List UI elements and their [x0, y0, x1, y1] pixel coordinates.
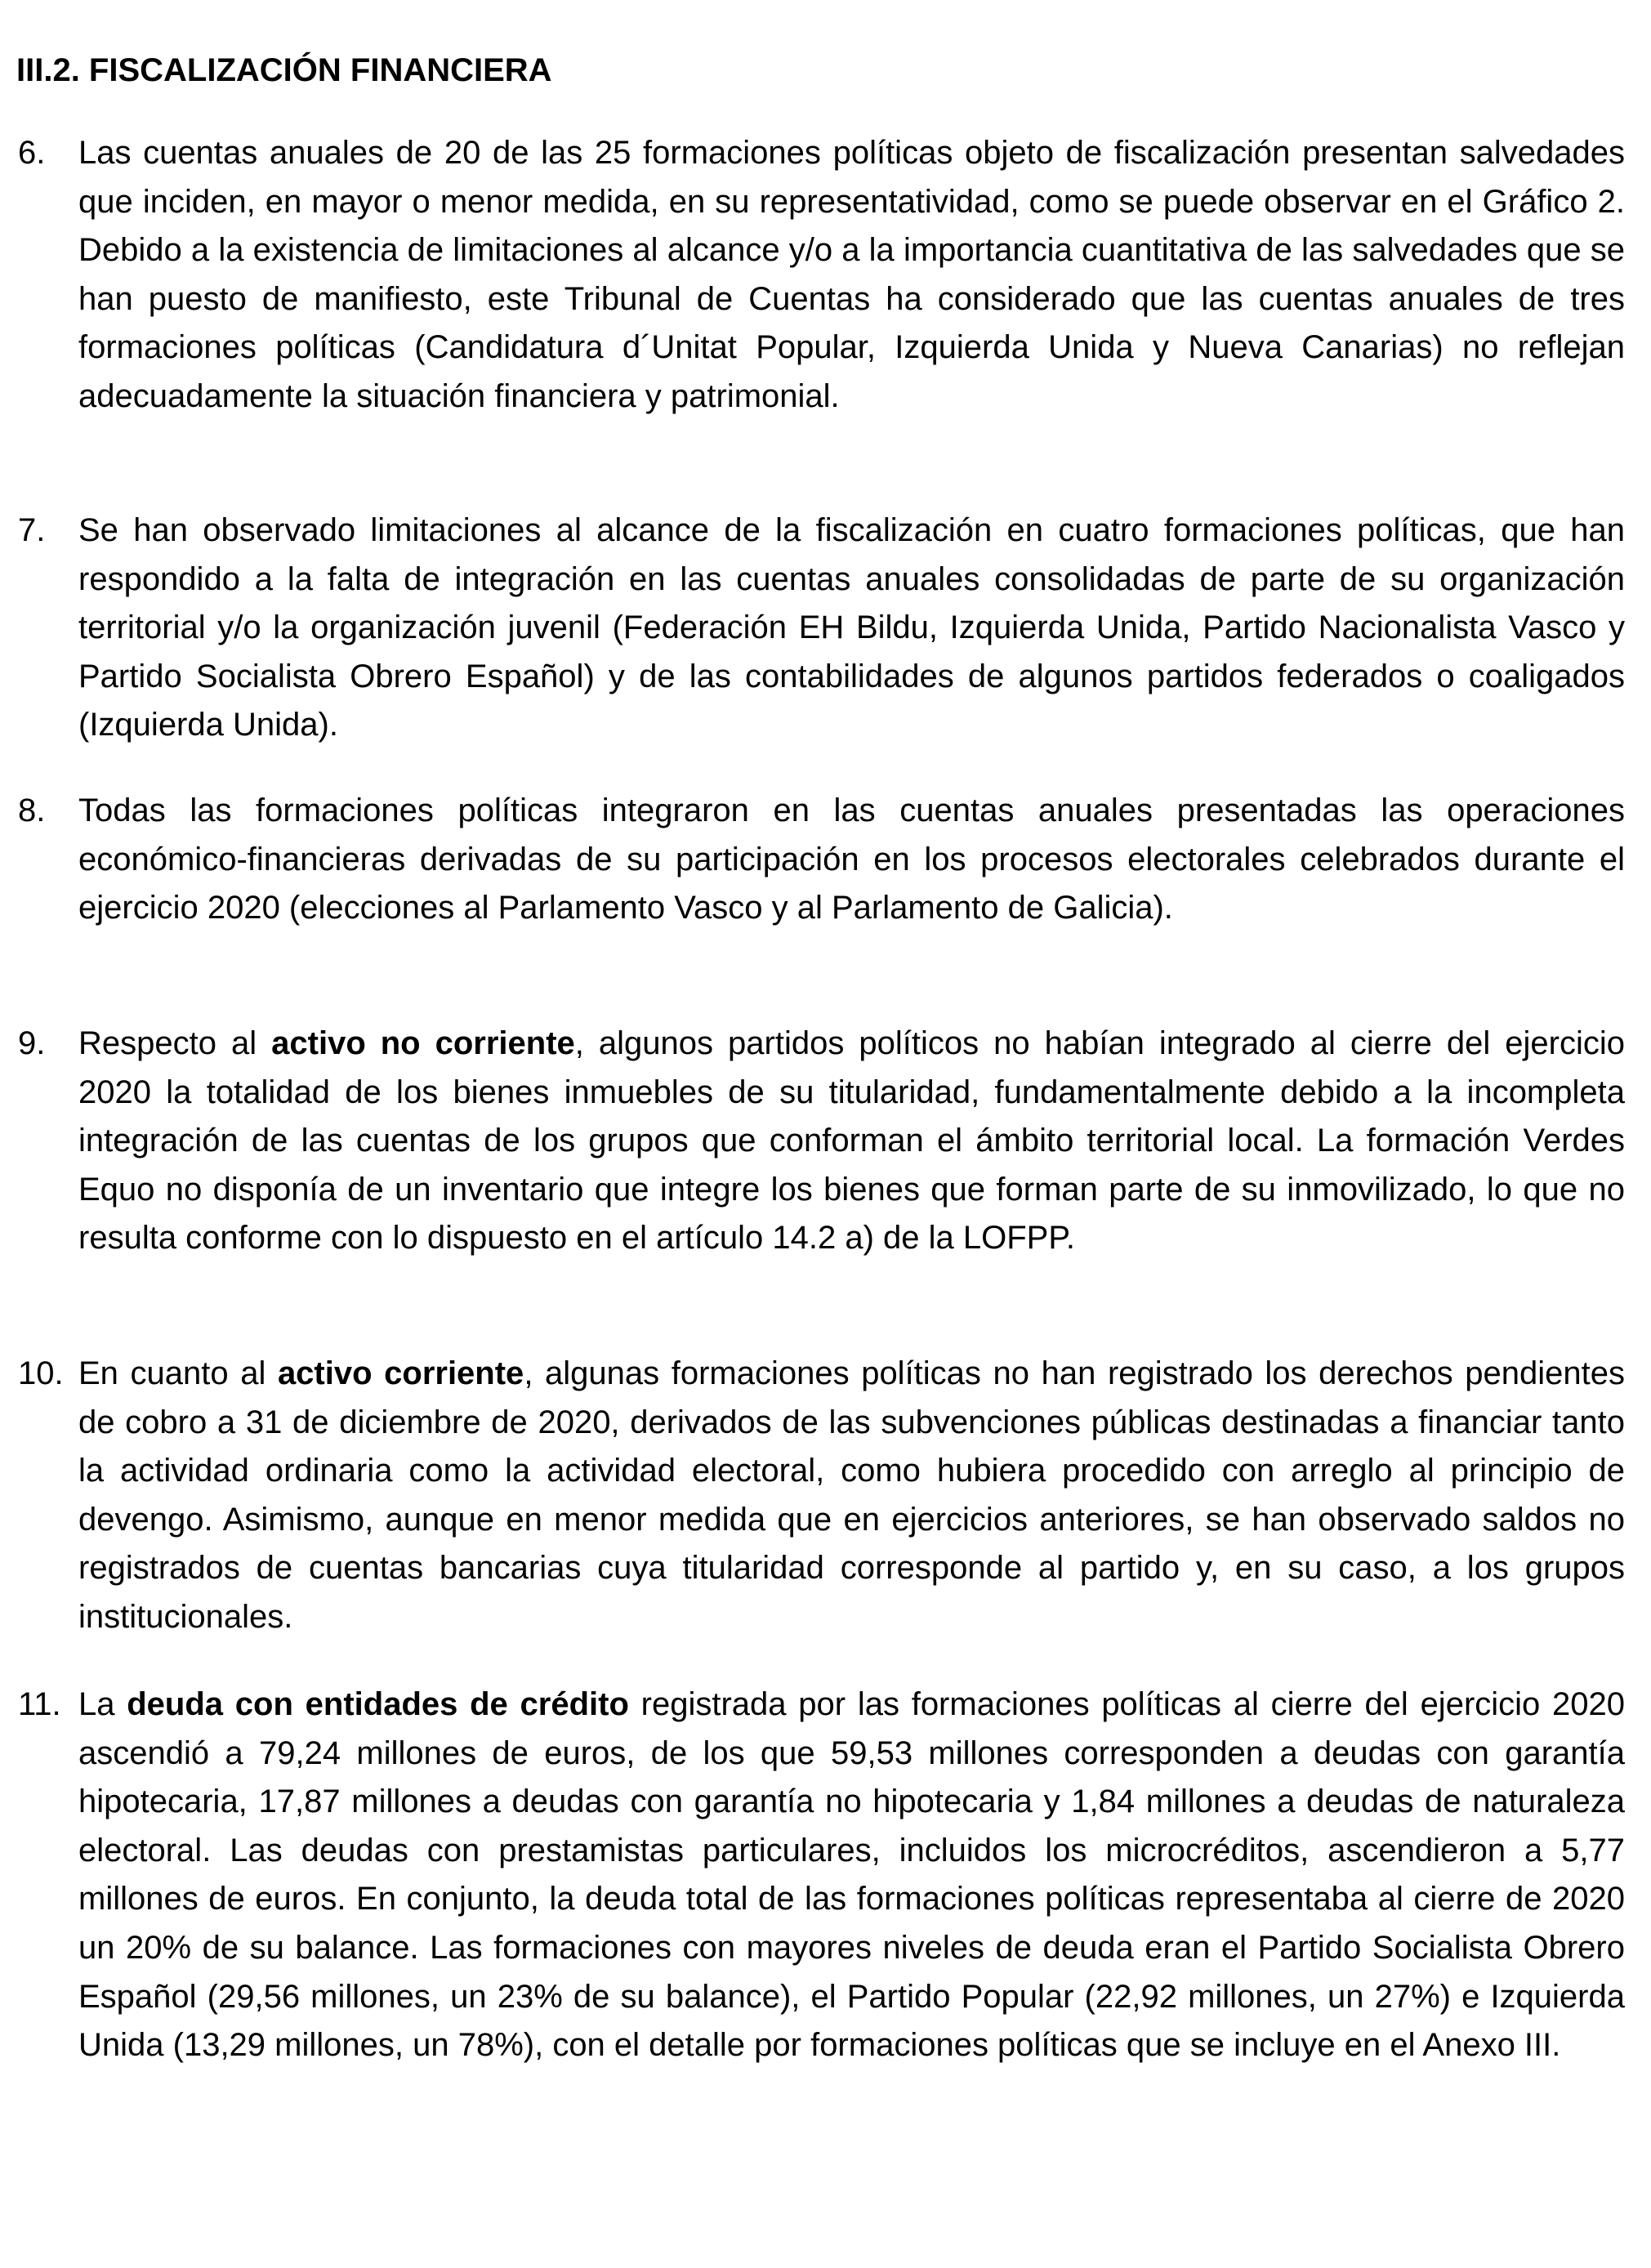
paragraph-number: 8. — [18, 792, 46, 828]
bold-term: activo no corriente — [271, 1025, 575, 1061]
paragraph-number: 7. — [18, 512, 46, 548]
section-title: III.2. FISCALIZACIÓN FINANCIERA — [16, 52, 552, 88]
text-lead: Respecto al — [78, 1025, 272, 1061]
text-lead: La — [78, 1686, 127, 1722]
paragraph-text — [78, 1020, 1625, 1263]
bold-term: deuda con entidades de crédito — [127, 1686, 629, 1722]
bold-term: activo corriente — [277, 1355, 524, 1391]
paragraph-text — [78, 1681, 1625, 2070]
paragraph-number: 11. — [18, 1686, 61, 1722]
paragraph-number: 10. — [18, 1355, 64, 1391]
paragraph-text: Se han observado limitaciones al alcance de la fiscalización en cuatro formaciones políticas, que han respondido a la falta de integración en las cuentas anuales consolidadas de parte de su organización territorial y/o la organización juvenil (Federación EH Bildu, Izquierda Unida, Partido Nacionalista Vasco y Partido Socialista Obrero Español) y de las contabilidades de algunos partidos federados o coaligados (Izquierda Unida). — [78, 512, 1625, 743]
text-rest: , algunas formaciones políticas no han registrado los derechos pendientes de cobro a 31 de diciembre de 2020, derivados de las subvenciones públicas destinadas a financiar tanto la actividad ordinaria como la actividad electoral, como hubiera procedido con arreglo al principio de devengo. Asimismo, aunque en menor medida que en ejercicios anteriores, se han observado saldos no registrados de cuentas bancarias cuya titularidad corresponde al partido y, en su caso, a los grupos institucionales. — [78, 1355, 1625, 1635]
paragraph-text: Las cuentas anuales de 20 de las 25 formaciones políticas objeto de fiscalización presentan salvedades que inciden, en mayor o menor medida, en su representatividad, como se puede observar en el Gráfico 2. Debido a la existencia de limitaciones al alcance y/o a la importancia cuantitativa de las salvedades que se han puesto de manifiesto, este Tribunal de Cuentas ha considerado que las cuentas anuales de tres formaciones políticas (Candidatura d´Unitat Popular, Izquierda Unida y Nueva Canarias) no reflejan adecuadamente la situación financiera y patrimonial. — [78, 135, 1625, 414]
paragraph-text: Todas las formaciones políticas integraron en las cuentas anuales presentadas las operaciones económico-financieras derivadas de su participación en los procesos electorales celebrados durante el ejercicio 2020 (elecciones al Parlamento Vasco y al Parlamento de Galicia). — [78, 792, 1625, 926]
text-lead: En cuanto al — [78, 1355, 278, 1391]
text-rest: , algunos partidos políticos no habían integrado al cierre del ejercicio 2020 la totalidad de los bienes inmuebles de su titularidad, fundamentalmente debido a la incompleta integración de las cuentas de los grupos que conforman el ámbito territorial local. La formación Verdes Equo no disponía de un inventario que integre los bienes que forman parte de su inmovilizado, lo que no resulta conforme con lo dispuesto en el artículo 14.2 a) de la LOFPP. — [78, 1025, 1626, 1257]
paragraph-number: 9. — [18, 1025, 46, 1061]
text-rest: registrada por las formaciones políticas al cierre del ejercicio 2020 ascendió a 79,24 millones de euros, de los que 59,53 millones corresponden a deudas con garantía hipotecaria, 17,87 millones a deudas con garantía no hipotecaria y 1,84 millones a deudas de naturaleza electoral. Las deudas con prestamistas particulares, incluidos los microcréditos, ascendieron a 5,77 millones de euros. En conjunto, la deuda total de las formaciones políticas representaba al cierre de 2020 un 20% de su balance. Las formaciones con mayores niveles de deuda eran el Partido Socialista Obrero Español (29,56 millones, un 23% de su balance), el Partido Popular (22,92 millones, un 27%) e Izquierda Unida (13,29 millones, un 78%), con el detalle por formaciones políticas que se incluye en el Anexo III. — [78, 1686, 1626, 2064]
paragraph-text — [78, 1350, 1625, 1642]
paragraph-number: 6. — [18, 135, 46, 171]
